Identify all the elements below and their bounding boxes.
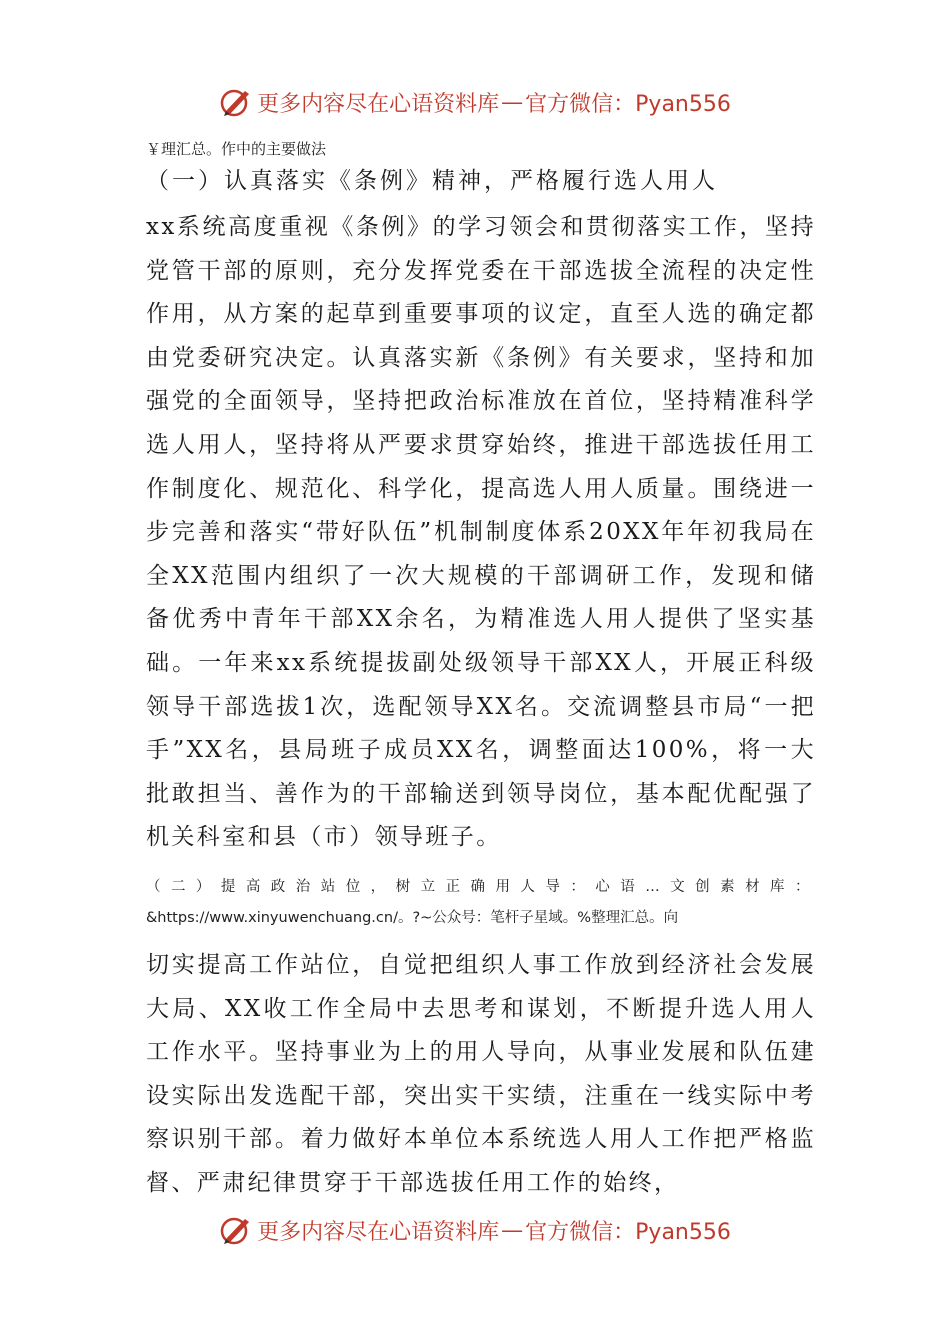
footer-banner (0, 1210, 950, 1250)
section-heading-1: （一）认真落实《条例》精神，严格履行选人用人 (146, 168, 718, 194)
banner-dash: — (501, 1217, 524, 1243)
section-heading-2-link: &https://www.xinyuwenchuang.cn/。?~公众号：笔杆子星域。%整理汇总。向 (146, 909, 679, 926)
banner-brand: 更多内容尽在心语资料库 (257, 91, 500, 117)
banner-wechat: 官方微信：Pyan556 (525, 1219, 731, 1245)
intro-line: ￥理汇总。作中的主要做法 (146, 140, 327, 158)
banner-brand: 更多内容尽在心语资料库 (257, 1219, 500, 1245)
document-body (146, 138, 816, 1205)
paragraph-2: 切实提高工作站位，自觉把组织人事工作放到经济社会发展大局、XX收工作全局中去思考和谋划，不断提升选人用人工作水平。坚持事业为上的用人导向，从事业发展和队伍建设实际出发选配干部，突出实干实绩，注重在一线实际中考察识别干部。着力做好本单位本系统选人用人工作把严格监督、严肃纪律贯穿于干部选拔任用工作的始终， (146, 951, 816, 1196)
banner-wechat: 官方微信：Pyan556 (525, 91, 731, 117)
banner-dash: — (501, 89, 524, 115)
section-heading-2-text: （二）提高政治站位，树立正确用人导：心语…文创素材库： (146, 878, 816, 895)
header-banner (0, 82, 950, 122)
pen-logo-icon (219, 1213, 253, 1247)
pen-logo-icon (219, 85, 253, 119)
paragraph-1: xx系统高度重视《条例》的学习领会和贯彻落实工作，坚持党管干部的原则，充分发挥党委在干部选拔全流程的决定性作用，从方案的起草到重要事项的议定，直至人选的确定都由党委研究决定。认真落实新《条例》有关要求，坚持和加强党的全面领导，坚持把政治标准放在首位，坚持精准科学选人用人，坚持将从严要求贯穿始终，推进干部选拔任用工作制度化、规范化、科学化，提高选人用人质量。围绕进一步完善和落实“带好队伍”机制制度体系20XX年年初我局在全XX范围内组织了一次大规模的干部调研工作，发现和储备优秀中青年干部XX余名，为精准选人用人提供了坚实基础。一年来xx系统提拔副处级领导干部XX人，开展正科级领导干部选拔1次，选配领导XX名。交流调整县市局“一把手”XX名，县局班子成员XX名，调整面达100%，将一大批敢担当、善作为的干部输送到领导岗位，基本配优配强了机关科室和县（市）领导班子。 (146, 214, 816, 851)
section-heading-2 (146, 872, 816, 934)
